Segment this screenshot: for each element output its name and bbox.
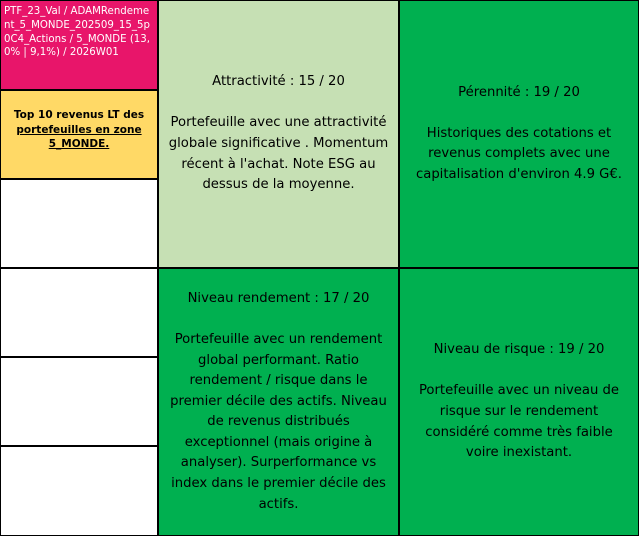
top10-line1: Top 10 revenus LT des <box>13 109 145 121</box>
portfolio-id-label: PTF_23_Val / ADAMRendement_5_MONDE_202509_15_5p0C4_Actions / 5_MONDE (13,0% | 9,1%) / 2026W01 <box>4 6 150 59</box>
empty-cell-4 <box>0 446 158 536</box>
empty-cell-3 <box>0 357 158 446</box>
risque-title: Niveau de risque : 19 / 20 <box>433 342 605 358</box>
perennite-text: Historiques des cotations et revenus complets avec une capitalisation d'environ 4.9 G€. <box>415 125 622 182</box>
risque-text: Portefeuille avec un niveau de risque sur le rendement considéré comme très faible voire inexistant. <box>418 383 620 461</box>
top10-line3: 5_MONDE. <box>48 138 110 150</box>
attractivite-block <box>158 0 399 268</box>
rendement-text: Portefeuille avec un rendement global performant. Ratio rendement / risque dans le premier décile des actifs. Niveau de revenus distribués exceptionnel (mais origine à analyser). Surperformance vs index dans le premier décile des actifs. <box>170 331 387 512</box>
perennite-title: Pérennité : 19 / 20 <box>458 84 580 100</box>
portfolio-id-cell <box>0 0 158 90</box>
risque-block <box>399 268 639 536</box>
top10-line2: portefeuilles en zone <box>16 123 142 136</box>
rendement-title: Niveau rendement : 17 / 20 <box>187 290 370 306</box>
perennite-block <box>399 0 639 268</box>
attractivite-text: Portefeuille avec une attractivité globale significative . Momentum récent à l'achat. Note ESG au dessus de la moyenne. <box>168 115 389 193</box>
rendement-block <box>158 268 399 536</box>
attractivite-title: Attractivité : 15 / 20 <box>212 74 345 90</box>
top10-cell <box>0 90 158 179</box>
empty-cell-2 <box>0 268 158 357</box>
empty-cell-1 <box>0 179 158 268</box>
